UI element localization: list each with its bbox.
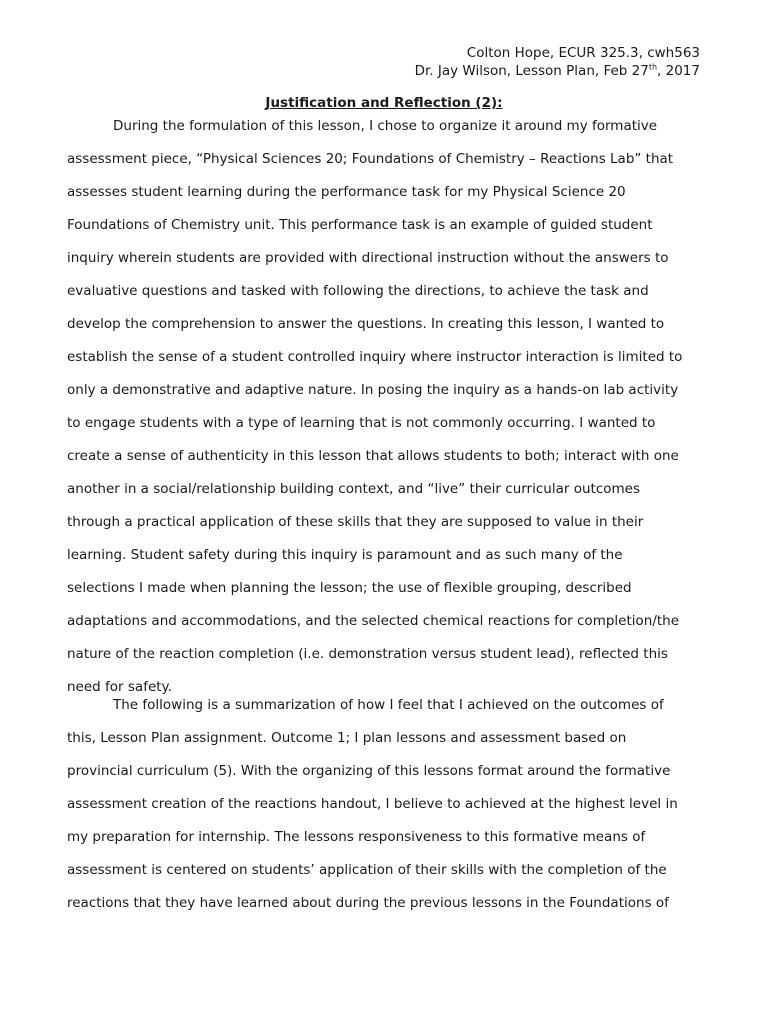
paragraph-line: develop the comprehension to answer the questions. In creating this lesson, I wanted to [67,316,665,332]
paragraph-line: learning. Student safety during this inquiry is paramount and as such many of the [67,547,623,563]
paragraph-line: another in a social/relationship building context, and “live” their curricular outcomes [67,481,640,497]
paragraph-line: to engage students with a type of learning that is not commonly occurring. I wanted to [67,415,656,431]
paragraph-line: this, Lesson Plan assignment. Outcome 1; I plan lessons and assessment based on [67,730,627,746]
paragraph-line: inquiry wherein students are provided with directional instruction without the answers to [67,250,669,266]
paragraph-line: need for safety. [67,679,172,695]
paragraph-line: selections I made when planning the lesson; the use of flexible grouping, described [67,580,632,596]
paragraph-line: reactions that they have learned about during the previous lessons in the Foundations of [67,895,669,911]
paragraph-line: nature of the reaction completion (i.e. demonstration versus student lead), reflected this [67,646,668,662]
paragraph-line: evaluative questions and tasked with following the directions, to achieve the task and [67,283,649,299]
header-date-prefix: Dr. Jay Wilson, Lesson Plan, Feb 27 [414,63,649,79]
paragraph-reflection [67,689,707,920]
paragraph-line: provincial curriculum (5). With the organizing of this lessons format around the formative [67,763,671,779]
paragraph-line: assessment is centered on students’ application of their skills with the completion of the [67,862,667,878]
header-date-suffix: , 2017 [657,63,700,79]
paragraph-line: through a practical application of these skills that they are supposed to value in their [67,514,644,530]
paragraph-line: my preparation for internship. The lessons responsiveness to this formative means of [67,829,646,845]
paragraph-line: adaptations and accommodations, and the selected chemical reactions for completion/the [67,613,680,629]
paragraph-line: During the formulation of this lesson, I chose to organize it around my formative [113,118,658,134]
header-instructor-line [415,62,700,80]
paragraph-justification [67,110,707,704]
paragraph-line: establish the sense of a student controlled inquiry where instructor interaction is limited to [67,349,683,365]
header-date-superscript: th [648,62,658,72]
paragraph-line: create a sense of authenticity in this lesson that allows students to both; interact with one [67,448,679,464]
header-author-line: Colton Hope, ECUR 325.3, cwh563 [466,45,700,61]
paragraph-line: only a demonstrative and adaptive nature. In posing the inquiry as a hands-on lab activity [67,382,679,398]
document-header [415,44,700,80]
paragraph-line: The following is a summarization of how I feel that I achieved on the outcomes of [113,697,664,713]
paragraph-line: Foundations of Chemistry unit. This performance task is an example of guided student [67,217,653,233]
document-body [67,110,707,920]
paragraph-line: assesses student learning during the performance task for my Physical Science 20 [67,184,626,200]
paragraph-line: assessment creation of the reactions handout, I believe to achieved at the highest level in [67,796,678,812]
section-title: Justification and Reflection (2): [265,95,503,111]
paragraph-line: assessment piece, “Physical Sciences 20; Foundations of Chemistry – Reactions Lab” that [67,151,674,167]
